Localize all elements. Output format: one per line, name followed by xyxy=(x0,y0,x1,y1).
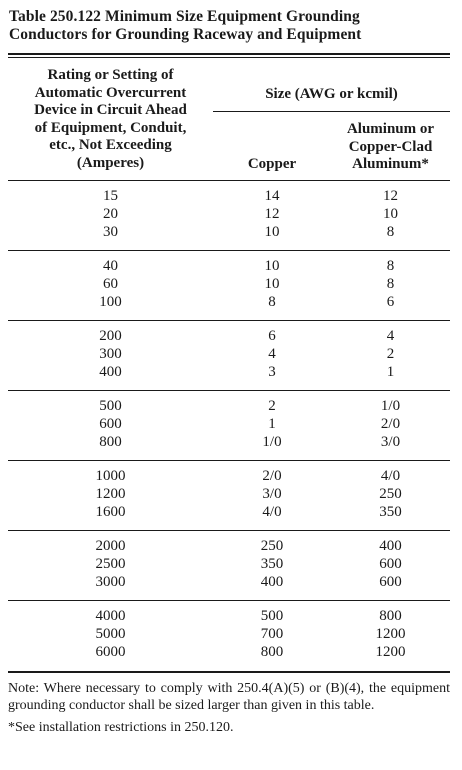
copper-cell: 10 xyxy=(264,258,280,274)
copper-cell: 500 xyxy=(260,608,284,624)
table-bottom-rule xyxy=(8,671,450,673)
copper-cell: 4 xyxy=(268,346,276,362)
rating-cell: 200 xyxy=(99,328,122,344)
rating-cell: 600 xyxy=(99,416,122,432)
table-row xyxy=(8,537,450,555)
table-row xyxy=(8,205,450,223)
copper-cell: 2/0 xyxy=(262,468,282,484)
table-row xyxy=(8,397,450,415)
aluminum-cell: 600 xyxy=(379,574,402,590)
table-row xyxy=(8,607,450,625)
table-row xyxy=(8,643,450,661)
copper-cell: 1/0 xyxy=(262,434,282,450)
aluminum-cell: 250 xyxy=(379,486,402,502)
rating-cell: 20 xyxy=(103,206,118,222)
table-row xyxy=(8,257,450,275)
rating-cell: 5000 xyxy=(95,626,126,642)
table-row xyxy=(8,467,450,485)
aluminum-cell: 400 xyxy=(379,538,402,554)
aluminum-cell: 8 xyxy=(386,276,395,292)
aluminum-cell: 1200 xyxy=(375,626,406,642)
rating-column-header xyxy=(8,67,213,173)
rating-header-line: (Amperes) xyxy=(76,154,145,171)
aluminum-cell: 350 xyxy=(379,504,402,520)
aluminum-cell: 1200 xyxy=(375,644,406,660)
copper-cell: 700 xyxy=(260,626,284,642)
copper-cell: 1 xyxy=(268,416,276,432)
table-row xyxy=(8,345,450,363)
table-row xyxy=(8,275,450,293)
row-group xyxy=(8,321,450,391)
rating-header-line: Automatic Overcurrent xyxy=(34,84,187,101)
table-row xyxy=(8,555,450,573)
aluminum-cell: 4 xyxy=(386,328,395,344)
table-row xyxy=(8,573,450,591)
table-header xyxy=(8,58,450,180)
table-row xyxy=(8,363,450,381)
aluminum-header-line: Copper-Clad xyxy=(348,138,433,155)
table-row xyxy=(8,187,450,205)
copper-cell: 10 xyxy=(264,276,280,292)
rating-header-line: Device in Circuit Ahead xyxy=(34,102,187,119)
row-group xyxy=(8,461,450,531)
table-title xyxy=(8,8,450,44)
row-group xyxy=(8,391,450,461)
aluminum-cell: 8 xyxy=(386,224,395,240)
table-note: Note: Where necessary to comply with 250.4(A)(5) or (B)(4), the equipment grounding conductor shall be sized larger than given in this table. xyxy=(8,681,450,713)
aluminum-cell: 8 xyxy=(386,258,395,274)
copper-cell: 3 xyxy=(268,364,276,380)
table-row xyxy=(8,327,450,345)
aluminum-cell: 12 xyxy=(383,188,398,204)
copper-cell: 6 xyxy=(268,328,276,344)
row-group xyxy=(8,251,450,321)
rating-cell: 2500 xyxy=(95,556,126,572)
table-row xyxy=(8,625,450,643)
table-row xyxy=(8,433,450,451)
rating-cell: 4000 xyxy=(95,608,126,624)
copper-cell: 10 xyxy=(264,224,280,240)
table-body xyxy=(8,181,450,669)
aluminum-cell: 800 xyxy=(379,608,402,624)
rating-cell: 60 xyxy=(103,276,118,292)
table-title-line: Table 250.122 Minimum Size Equipment Grounding xyxy=(9,8,360,25)
table-row xyxy=(8,293,450,311)
rating-cell: 1200 xyxy=(95,486,126,502)
rating-cell: 2000 xyxy=(95,538,126,554)
rating-cell: 500 xyxy=(99,398,122,414)
size-group-header: Size (AWG or kcmil) xyxy=(265,86,398,102)
rating-cell: 400 xyxy=(99,364,122,380)
copper-cell: 12 xyxy=(264,206,280,222)
table-row xyxy=(8,223,450,241)
copper-cell: 4/0 xyxy=(262,504,282,520)
size-group-rule xyxy=(213,111,450,112)
rating-cell: 100 xyxy=(99,294,122,310)
copper-cell: 400 xyxy=(260,574,284,590)
aluminum-cell: 2 xyxy=(386,346,395,362)
copper-column-header: Copper xyxy=(247,156,297,172)
rating-cell: 6000 xyxy=(95,644,126,660)
table-document xyxy=(8,8,450,736)
aluminum-cell: 10 xyxy=(383,206,398,222)
rating-cell: 30 xyxy=(103,224,118,240)
table-title-line: Conductors for Grounding Raceway and Equipment xyxy=(9,26,362,43)
copper-cell: 3/0 xyxy=(262,486,282,502)
aluminum-cell: 6 xyxy=(386,294,395,310)
copper-cell: 14 xyxy=(264,188,280,204)
aluminum-header-line: Aluminum* xyxy=(352,156,429,173)
aluminum-cell: 1/0 xyxy=(380,398,401,414)
copper-cell: 2 xyxy=(268,398,276,414)
aluminum-cell: 600 xyxy=(379,556,402,572)
table-row xyxy=(8,485,450,503)
rating-header-line: of Equipment, Conduit, xyxy=(34,119,187,136)
copper-cell: 8 xyxy=(268,294,276,310)
rating-cell: 1600 xyxy=(95,504,126,520)
rating-cell: 1000 xyxy=(95,468,126,484)
aluminum-cell: 1 xyxy=(386,364,395,380)
table-footnote: *See installation restrictions in 250.120. xyxy=(8,719,234,735)
rating-cell: 800 xyxy=(99,434,122,450)
row-group xyxy=(8,601,450,669)
aluminum-cell: 2/0 xyxy=(380,416,401,432)
row-group xyxy=(8,181,450,251)
aluminum-column-header xyxy=(331,121,450,174)
row-group xyxy=(8,531,450,601)
rating-header-line: etc., Not Exceeding xyxy=(49,137,172,154)
rating-cell: 300 xyxy=(99,346,122,362)
aluminum-cell: 4/0 xyxy=(380,468,401,484)
copper-cell: 250 xyxy=(260,538,284,554)
rating-header-line: Rating or Setting of xyxy=(47,67,174,83)
rating-cell: 40 xyxy=(103,258,118,274)
rating-cell: 15 xyxy=(103,188,118,204)
table-row xyxy=(8,415,450,433)
aluminum-header-line: Aluminum or xyxy=(346,121,435,137)
rating-cell: 3000 xyxy=(95,574,126,590)
copper-cell: 800 xyxy=(260,644,284,660)
copper-cell: 350 xyxy=(260,556,284,572)
aluminum-cell: 3/0 xyxy=(380,434,401,450)
table-row xyxy=(8,503,450,521)
